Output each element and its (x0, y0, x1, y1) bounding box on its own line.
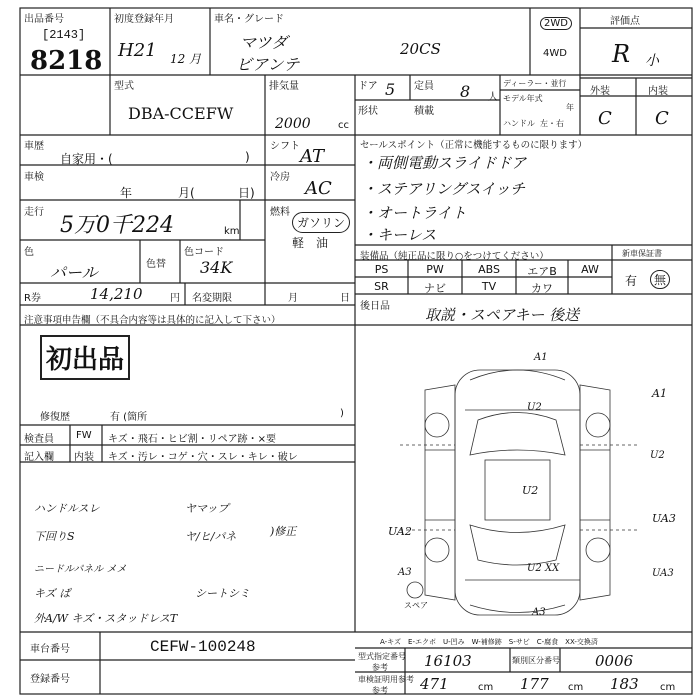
height-value: 183 (610, 675, 639, 693)
mark-spare: スペア (404, 601, 428, 610)
capacity-value: 8 (460, 82, 471, 101)
warranty-label: 新車保証書 (622, 249, 662, 258)
remark-5-left: 外A/W キズ・スタッドレスT (34, 612, 178, 625)
equip-navi: ナビ (424, 282, 446, 295)
fw-label: FW (76, 430, 92, 441)
reg-history-value: 自家用・( (60, 152, 113, 166)
car-diagram (400, 370, 640, 615)
sales-title: セールスポイント（正常に機能するものに限ります） (360, 140, 588, 151)
remark-2-extra: )修正 (270, 525, 297, 538)
fuel-label: 燃料 (270, 207, 290, 218)
mark-rear-center: U2 XX (527, 563, 560, 574)
chassis-value: CEFW-100248 (150, 638, 256, 656)
type-approval-label: 型式指定番号 (358, 652, 406, 661)
maker: マツダ (240, 33, 288, 52)
remark-2-left: 下回りS (34, 530, 75, 543)
color-label: 色 (24, 247, 34, 258)
displacement-label: 排気量 (269, 81, 299, 92)
type-approval-value: 16103 (424, 652, 472, 670)
interior-grade: C (655, 108, 669, 129)
length-value: 471 (420, 675, 449, 693)
repair-close: ) (340, 408, 344, 419)
remark-1-right: ヤマップ (185, 502, 229, 515)
reg-number-label: 登録番号 (30, 674, 70, 685)
height-unit: cm (660, 682, 676, 693)
shape-label: 形状 (358, 106, 378, 117)
inspection-day: 日) (238, 186, 255, 200)
mark-roof: U2 (522, 484, 539, 497)
attached-value: 取説・スペアキー 後送 (425, 306, 580, 324)
equip-tv: TV (481, 280, 497, 293)
mileage-label: 走行 (24, 207, 44, 218)
doors-value: 5 (385, 80, 396, 99)
fw-items: キズ・飛石・ヒビ割・リペア跡・×要 (108, 434, 276, 445)
equip-airbag: エアB (527, 265, 557, 278)
reg-history-label: 車歴 (24, 141, 44, 152)
displacement-value: 2000 (275, 116, 311, 132)
fuel-alt: 軽 油 (292, 236, 329, 250)
exterior-grade: C (598, 108, 612, 129)
lot-code: [2143] (42, 28, 86, 42)
drive-2wd: 2WD (540, 17, 572, 30)
handle-label: ハンドル (503, 119, 535, 128)
rating-total-note: 小 (645, 53, 659, 69)
reg-limit-month: 月 (288, 293, 298, 304)
exterior-label: 外装 (590, 86, 610, 97)
reg-limit-day: 日 (340, 293, 350, 304)
reg-limit-label: 名変期限 (192, 293, 232, 304)
color-code-label: 色コード (184, 247, 224, 258)
capacity-label: 定員 (414, 81, 434, 92)
dim-label: 車検証明用参考 (358, 675, 414, 684)
first-reg-month: 12 月 (170, 52, 202, 66)
mark-bottom: A3 (532, 607, 546, 618)
width-unit: cm (568, 682, 584, 693)
shift-value: AT (300, 146, 325, 167)
equip-sr: SR (374, 280, 389, 293)
name-grade-label: 車名・グレード (214, 14, 284, 25)
first-reg-label: 初度登録年月 (114, 14, 174, 25)
inspector-label: 検査員 (24, 434, 54, 445)
equip-abs: ABS (478, 263, 500, 276)
mark-right-front: U2 (650, 450, 665, 461)
mark-hood: U2 (527, 402, 542, 413)
first-reg-era: H21 (118, 40, 157, 61)
model: ビアンテ (236, 55, 300, 74)
inspection-label: 車検 (24, 172, 44, 183)
attached-label: 後日品 (360, 301, 390, 312)
fuel-value: ガソリン (292, 212, 350, 233)
inspection-month: 月( (178, 186, 195, 200)
remark-3-left: ニードルパネル メメ (34, 564, 127, 575)
mileage-unit: km (224, 226, 240, 237)
interior-items: キズ・汚レ・コゲ・穴・スレ・キレ・破レ (108, 452, 298, 463)
ref-label-1: 参考 (372, 663, 388, 672)
class-value: 0006 (595, 652, 634, 670)
declaration-value: 初出品 (40, 335, 130, 380)
repair-label: 修復歴 (40, 412, 70, 423)
type-label: 型式 (114, 81, 134, 92)
year-unit: 年 (566, 103, 574, 112)
handle-options: 左・右 (540, 119, 564, 128)
width-value: 177 (520, 675, 549, 693)
sales-point-1: ・両側電動スライドドア (362, 154, 527, 172)
mileage-value: 5万0千224 (60, 213, 174, 238)
lot-label: 出品番号 (24, 14, 64, 25)
repaint-label: 色替 (146, 259, 166, 270)
reg-history-close: ) (245, 150, 250, 164)
declaration-title: 注意事項申告欄（不具合内容等は具体的に記入して下さい） (24, 315, 281, 326)
equip-ps: PS (374, 263, 389, 276)
sales-point-4: ・キーレス (362, 226, 437, 244)
capacity-unit: 人 (488, 92, 498, 103)
recycle-value: 14,210 (90, 285, 143, 303)
drive-4wd: 4WD (543, 48, 567, 59)
grade: 20CS (400, 40, 441, 58)
mark-front: A1 (534, 352, 548, 363)
interior-insp-label: 内装 (74, 452, 94, 463)
mark-rear-left: A3 (398, 567, 412, 578)
doors-label: ドア (358, 81, 378, 92)
length-unit: cm (478, 682, 494, 693)
repair-value: 有 (箇所 (110, 412, 148, 423)
lot-number: 8218 (30, 46, 103, 76)
ac-label: 冷房 (270, 172, 290, 183)
rating-label: 評価点 (610, 16, 640, 27)
remark-1-left: ハンドルスレ (34, 502, 100, 515)
ref-label-2: 参考 (372, 686, 388, 695)
load-label: 積載 (414, 106, 434, 117)
recycle-unit: 円 (170, 293, 180, 304)
mark-left-side: UA2 (388, 525, 412, 538)
displacement-unit: cc (338, 120, 349, 131)
shift-label: シフト (270, 141, 300, 152)
interior-label: 内装 (648, 86, 668, 97)
ac-value: AC (305, 178, 332, 199)
recycle-label: R券 (24, 293, 41, 304)
color-value: パール (50, 263, 98, 282)
inspection-year: 年 (120, 186, 133, 200)
warranty-yes: 有 (625, 274, 638, 288)
rating-total: R (612, 40, 631, 68)
equip-leather: カワ (531, 282, 553, 295)
mark-right-side-1: UA3 (652, 512, 676, 525)
chassis-label: 車台番号 (30, 644, 70, 655)
model-year-label: モデル年式 (503, 94, 543, 103)
remark-4-right: シートシミ (195, 587, 250, 600)
equipment-title: 装備品（純正品に限り○をつけてください） (360, 251, 549, 262)
dealer-label: ディーラー・並行 (503, 79, 567, 88)
equip-aw: AW (581, 263, 599, 276)
entry-label: 記入欄 (24, 452, 54, 463)
equip-pw: PW (426, 263, 444, 276)
sales-point-2: ・ステアリングスイッチ (362, 180, 526, 198)
remark-2-right: ヤ/ヒ/パネ (185, 530, 237, 543)
mark-right-side-2: UA3 (652, 568, 674, 579)
damage-legend: A-キズ E-エクボ U-凹み W-補修跡 S-サビ C-腐食 XX-交換済 (380, 638, 598, 646)
color-code-value: 34K (200, 258, 233, 277)
remark-4-left: キズ ぱ (34, 587, 71, 600)
class-label: 類別区分番号 (512, 656, 560, 665)
mark-front-right: A1 (652, 387, 667, 400)
type-value: DBA-CCEFW (128, 104, 234, 123)
sales-point-3: ・オートライト (362, 204, 467, 222)
warranty-no: 無 (650, 270, 670, 289)
